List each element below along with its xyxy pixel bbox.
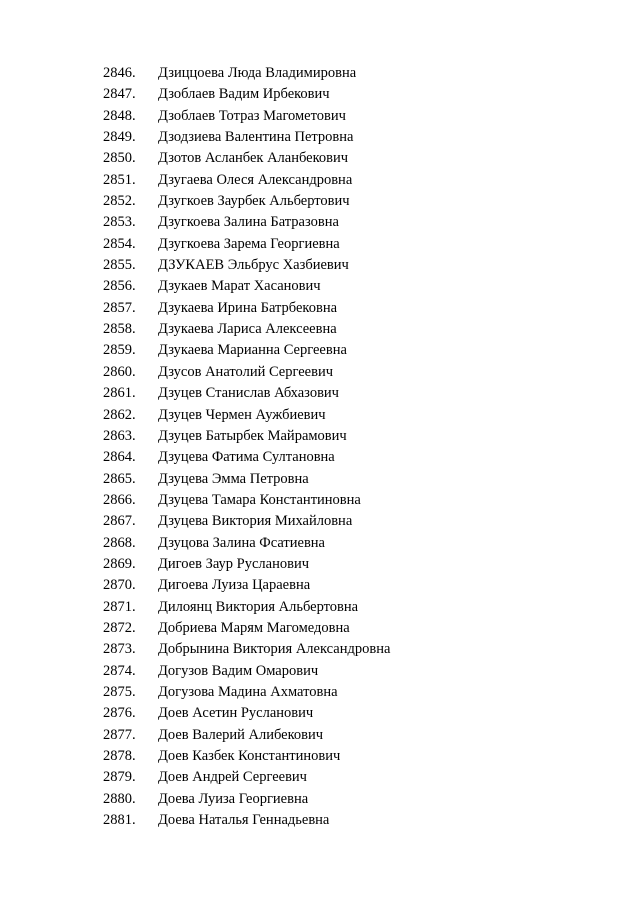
list-item [0, 789, 640, 810]
list-item [0, 148, 640, 169]
entry-name: Дзуцев Станислав Абхазович [158, 385, 339, 402]
entry-number: 2850. [103, 150, 136, 167]
list-item [0, 170, 640, 191]
entry-name: Доев Андрей Сергеевич [158, 769, 307, 786]
list-item [0, 255, 640, 276]
entry-number: 2880. [103, 790, 136, 807]
entry-number: 2872. [103, 619, 136, 636]
list-item [0, 469, 640, 490]
entry-name: Дзуцева Виктория Михайловна [158, 513, 353, 530]
entry-name: Догузова Мадина Ахматовна [158, 683, 338, 700]
entry-number: 2866. [103, 491, 136, 508]
entry-number: 2862. [103, 406, 136, 423]
list-item [0, 575, 640, 596]
entry-number: 2848. [103, 107, 136, 124]
entry-number: 2849. [103, 129, 136, 146]
entry-number: 2864. [103, 449, 136, 466]
list-item [0, 618, 640, 639]
list-item [0, 84, 640, 105]
entry-name: Дзуцева Эмма Петровна [158, 470, 309, 487]
list-item [0, 746, 640, 767]
entry-number: 2855. [103, 257, 136, 274]
entry-name: Доева Наталья Геннадьевна [158, 812, 330, 829]
entry-number: 2868. [103, 534, 136, 551]
entry-name: Дзусов Анатолий Сергеевич [158, 363, 334, 380]
entry-name: Дзугкоева Зарема Георгиевна [158, 235, 340, 252]
entry-number: 2879. [103, 769, 136, 786]
entry-name: Добриева Марям Магомедовна [158, 619, 350, 636]
list-item [0, 597, 640, 618]
entry-number: 2873. [103, 641, 136, 658]
list-item [0, 767, 640, 788]
entry-name: Дигоева Луиза Цараевна [158, 577, 311, 594]
entry-name: Дзуцев Чермен Аужбиевич [158, 406, 326, 423]
entry-number: 2875. [103, 683, 136, 700]
list-item [0, 661, 640, 682]
entry-name: Доева Луиза Георгиевна [158, 790, 309, 807]
entry-number: 2858. [103, 321, 136, 338]
entry-name: Доев Валерий Алибекович [158, 726, 324, 743]
entry-name: Дзуцева Тамара Константиновна [158, 491, 361, 508]
entry-number: 2861. [103, 385, 136, 402]
entry-number: 2853. [103, 214, 136, 231]
entry-number: 2869. [103, 555, 136, 572]
entry-number: 2851. [103, 171, 136, 188]
entry-name: Дзугкоев Заурбек Альбертович [158, 193, 350, 210]
list-item [0, 490, 640, 511]
name-list [0, 63, 640, 831]
entry-name: Дзукаева Марианна Сергеевна [158, 342, 347, 359]
entry-name: Дзиццоева Люда Владимировна [158, 65, 357, 81]
entry-number: 2870. [103, 577, 136, 594]
entry-name: Дзуцев Батырбек Майрамович [158, 427, 347, 444]
entry-number: 2854. [103, 235, 136, 252]
list-item [0, 810, 640, 831]
entry-number: 2847. [103, 86, 136, 103]
entry-number: 2874. [103, 662, 136, 679]
entry-number: 2867. [103, 513, 136, 530]
list-item [0, 533, 640, 554]
list-item [0, 191, 640, 212]
entry-number: 2857. [103, 299, 136, 316]
list-item [0, 725, 640, 746]
list-item [0, 106, 640, 127]
entry-number: 2878. [103, 748, 136, 764]
entry-name: Дзоблаев Тотраз Магометович [158, 107, 346, 124]
list-item [0, 362, 640, 383]
entry-number: 2852. [103, 193, 136, 210]
list-item [0, 63, 640, 84]
entry-name: Дзугкоева Залина Батразовна [158, 214, 339, 231]
list-item [0, 127, 640, 148]
entry-name: ДЗУКАЕВ Эльбрус Хазбиевич [158, 257, 349, 274]
entry-number: 2865. [103, 470, 136, 487]
entry-name: Дигоев Заур Русланович [158, 555, 309, 572]
entry-number: 2856. [103, 278, 136, 295]
entry-number: 2846. [103, 65, 136, 81]
list-item [0, 447, 640, 468]
list-item [0, 405, 640, 426]
entry-number: 2860. [103, 363, 136, 380]
entry-number: 2877. [103, 726, 136, 743]
entry-name: Доев Казбек Константинович [158, 748, 341, 764]
entry-name: Дзодзиева Валентина Петровна [158, 129, 354, 146]
entry-name: Дилоянц Виктория Альбертовна [158, 598, 359, 615]
list-item [0, 383, 640, 404]
list-item [0, 212, 640, 233]
list-item [0, 703, 640, 724]
entry-number: 2863. [103, 427, 136, 444]
entry-name: Дзуцова Залина Фсатиевна [158, 534, 325, 551]
entry-name: Добрынина Виктория Александровна [158, 641, 391, 658]
entry-name: Дзоблаев Вадим Ирбекович [158, 86, 330, 103]
entry-name: Доев Асетин Русланович [158, 705, 314, 722]
entry-name: Дзукаев Марат Хасанович [158, 278, 321, 295]
entry-name: Дзуцева Фатима Султановна [158, 449, 335, 466]
list-item [0, 276, 640, 297]
list-item [0, 554, 640, 575]
list-item [0, 340, 640, 361]
list-item [0, 298, 640, 319]
list-item [0, 234, 640, 255]
entry-number: 2881. [103, 812, 136, 829]
list-item [0, 426, 640, 447]
entry-name: Дзотов Асланбек Аланбекович [158, 150, 349, 167]
entry-number: 2859. [103, 342, 136, 359]
list-item [0, 319, 640, 340]
entry-name: Дзукаева Ирина Батрбековна [158, 299, 338, 316]
entry-name: Дзукаева Лариса Алексеевна [158, 321, 337, 338]
entry-number: 2871. [103, 598, 136, 615]
list-item [0, 682, 640, 703]
list-item [0, 639, 640, 660]
entry-number: 2876. [103, 705, 136, 722]
entry-name: Дзугаева Олеся Александровна [158, 171, 353, 188]
list-item [0, 511, 640, 532]
entry-name: Догузов Вадим Омарович [158, 662, 319, 679]
